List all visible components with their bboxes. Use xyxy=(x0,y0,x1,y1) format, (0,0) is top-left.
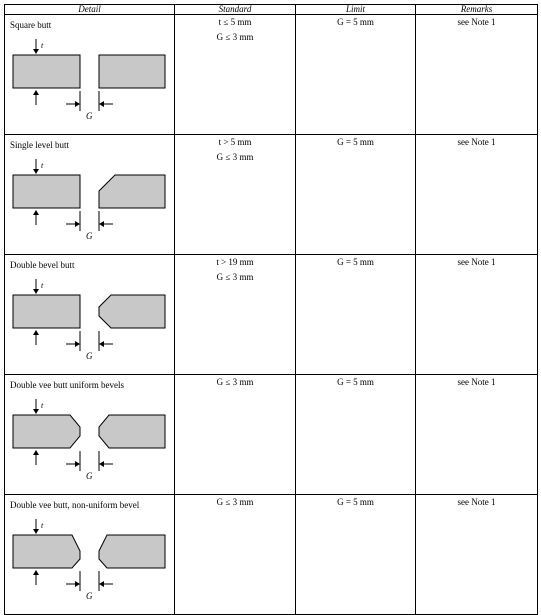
header-detail: Detail xyxy=(5,5,175,15)
limit-value: G = 5 mm xyxy=(337,257,374,267)
double-vee-uniform-diagram xyxy=(8,395,168,480)
remarks-value: see Note 1 xyxy=(457,257,496,267)
detail-cell xyxy=(5,135,175,255)
limit-cell xyxy=(296,495,416,615)
standard-cell xyxy=(175,495,296,615)
gap-label: G xyxy=(86,111,93,120)
remarks-cell xyxy=(416,495,538,615)
header-standard: Standard xyxy=(175,5,296,15)
limit-cell xyxy=(296,255,416,375)
header-remarks: Remarks xyxy=(416,5,538,15)
standard-line: t > 19 mm xyxy=(216,257,254,267)
detail-cell xyxy=(5,15,175,135)
standard-line: G ≤ 3 mm xyxy=(216,497,254,507)
limit-value: G = 5 mm xyxy=(337,137,374,147)
gap-label: G xyxy=(86,471,93,480)
table-row xyxy=(5,135,538,255)
right-plate xyxy=(99,55,165,88)
detail-name: Double bevel butt xyxy=(10,260,75,270)
detail-name: Single level butt xyxy=(10,140,69,150)
detail-name: Double vee butt uniform bevels xyxy=(10,380,124,390)
standard-cell xyxy=(175,255,296,375)
limit-cell xyxy=(296,375,416,495)
right-plate xyxy=(99,535,165,568)
right-plate xyxy=(99,175,165,208)
double-bevel-butt-diagram xyxy=(8,275,168,360)
detail-name: Double vee butt, non-uniform bevel xyxy=(10,500,140,510)
left-plate xyxy=(13,55,80,88)
remarks-cell xyxy=(416,135,538,255)
detail-cell xyxy=(5,375,175,495)
right-plate xyxy=(99,415,165,448)
weld-detail-table xyxy=(4,4,538,615)
standard-line: G ≤ 3 mm xyxy=(216,32,254,42)
standard-cell xyxy=(175,135,296,255)
left-plate xyxy=(13,175,80,208)
thickness-label: t xyxy=(41,281,44,290)
remarks-cell xyxy=(416,15,538,135)
left-plate xyxy=(13,415,80,448)
square-butt-diagram xyxy=(8,35,168,120)
right-plate xyxy=(99,295,165,328)
thickness-label: t xyxy=(41,41,44,50)
gap-label: G xyxy=(86,231,93,240)
thickness-label: t xyxy=(41,161,44,170)
limit-value: G = 5 mm xyxy=(337,377,374,387)
standard-line: t ≤ 5 mm xyxy=(218,17,252,27)
thickness-label: t xyxy=(41,401,44,410)
double-vee-nonuniform-diagram xyxy=(8,515,168,600)
detail-name: Square butt xyxy=(10,20,52,30)
gap-label: G xyxy=(86,591,93,600)
single-bevel-butt-diagram xyxy=(8,155,168,240)
table-row xyxy=(5,255,538,375)
limit-cell xyxy=(296,15,416,135)
header-limit: Limit xyxy=(296,5,416,15)
standard-line: G ≤ 3 mm xyxy=(216,272,254,282)
remarks-value: see Note 1 xyxy=(457,17,496,27)
detail-cell xyxy=(5,495,175,615)
table-row xyxy=(5,495,538,615)
table-row xyxy=(5,375,538,495)
remarks-value: see Note 1 xyxy=(457,137,496,147)
remarks-value: see Note 1 xyxy=(457,377,496,387)
standard-line: t > 5 mm xyxy=(218,137,252,147)
remarks-cell xyxy=(416,255,538,375)
limit-value: G = 5 mm xyxy=(337,17,374,27)
header-row xyxy=(5,5,538,15)
standard-line: G ≤ 3 mm xyxy=(216,152,254,162)
thickness-label: t xyxy=(41,521,44,530)
standard-cell xyxy=(175,15,296,135)
left-plate xyxy=(13,295,80,328)
left-plate xyxy=(13,535,80,568)
remarks-cell xyxy=(416,375,538,495)
limit-cell xyxy=(296,135,416,255)
limit-value: G = 5 mm xyxy=(337,497,374,507)
gap-label: G xyxy=(86,351,93,360)
standard-cell xyxy=(175,375,296,495)
detail-cell xyxy=(5,255,175,375)
table-row xyxy=(5,15,538,135)
remarks-value: see Note 1 xyxy=(457,497,496,507)
standard-line: G ≤ 3 mm xyxy=(216,377,254,387)
